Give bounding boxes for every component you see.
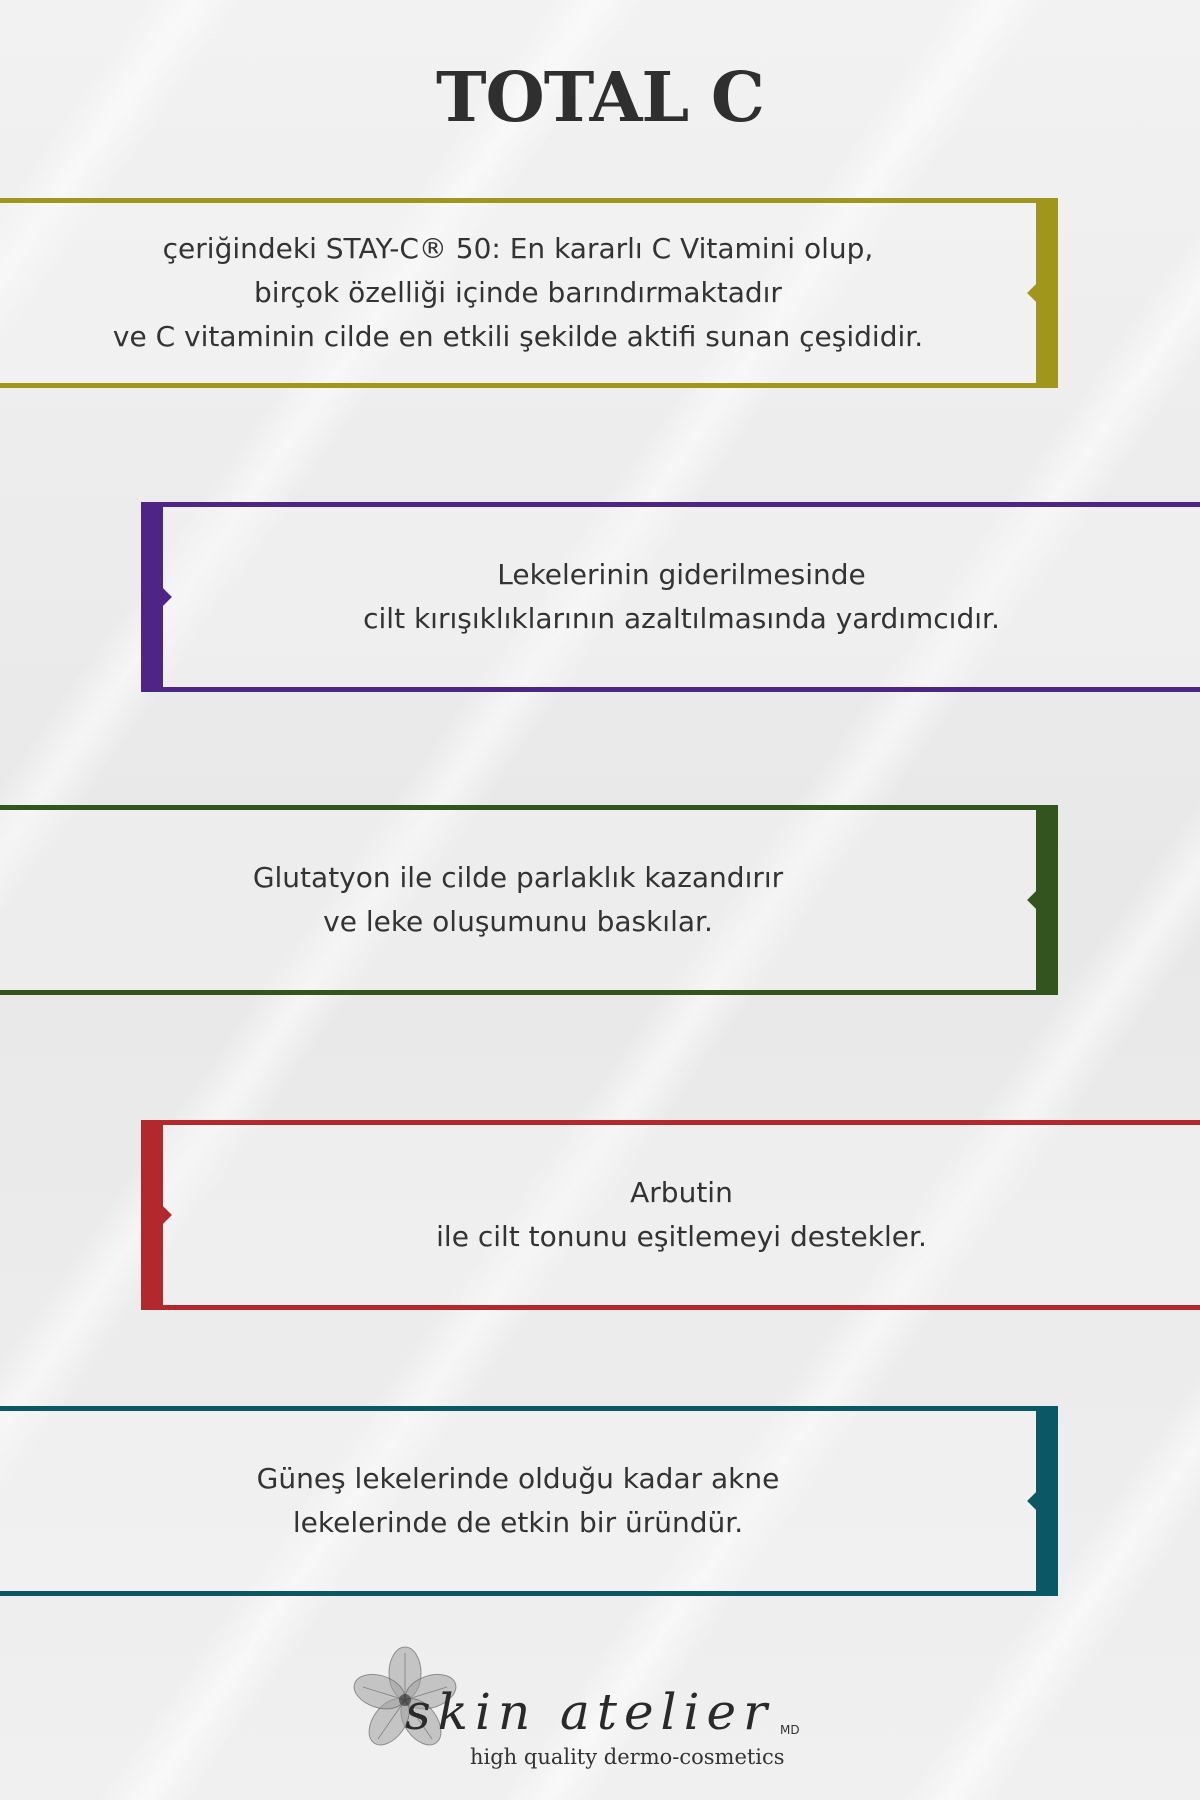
panel-text (83, 227, 953, 359)
panel-line: ve C vitaminin cilde en etkili şekilde aktifi sunan çeşididir. (112, 320, 924, 353)
panel-line: ile cilt tonunu eşitlemeyi destekler. (436, 1220, 927, 1253)
panel-line: birçok özelliği içinde barındırmaktadır (254, 276, 782, 309)
panel-line: Arbutin (630, 1176, 733, 1209)
panel-text (406, 1171, 957, 1259)
panel-text (227, 1457, 810, 1545)
panel-notch (152, 1205, 172, 1225)
panel-line: Glutatyon ile cilde parlaklık kazandırır (252, 861, 784, 894)
page-title: TOTAL C (435, 58, 765, 138)
panel-line: Güneş lekelerinde olduğu kadar akne (256, 1462, 780, 1495)
panel-line: çeriğindeki STAY-C® 50: En kararlı C Vitamini olup, (162, 232, 874, 265)
panel-notch (152, 587, 172, 607)
panel-line: ve leke oluşumunu baskılar. (323, 905, 713, 938)
panel-line: lekelerinde de etkin bir üründür. (292, 1506, 744, 1539)
brand-name: skin atelier (405, 1683, 775, 1741)
panel-text (333, 553, 1030, 641)
brand-mark: MD (780, 1723, 800, 1737)
brand-logo (340, 1645, 860, 1785)
panel-notch (1027, 283, 1047, 303)
panel-line: cilt kırışıklıklarının azaltılmasında yardımcıdır. (363, 602, 1000, 635)
panel-line: Lekelerinin giderilmesinde (497, 558, 866, 591)
panel-notch (1027, 1491, 1047, 1511)
feature-panel-glutathione (0, 805, 1058, 995)
feature-panel-acne-spots (0, 1406, 1058, 1596)
feature-panel-arbutin (141, 1120, 1200, 1310)
panel-notch (1027, 890, 1047, 910)
feature-panel-spots-wrinkles (141, 502, 1200, 692)
panel-text (223, 856, 813, 944)
feature-panel-stay-c (0, 198, 1058, 388)
brand-tagline: high quality dermo-cosmetics (470, 1745, 785, 1769)
